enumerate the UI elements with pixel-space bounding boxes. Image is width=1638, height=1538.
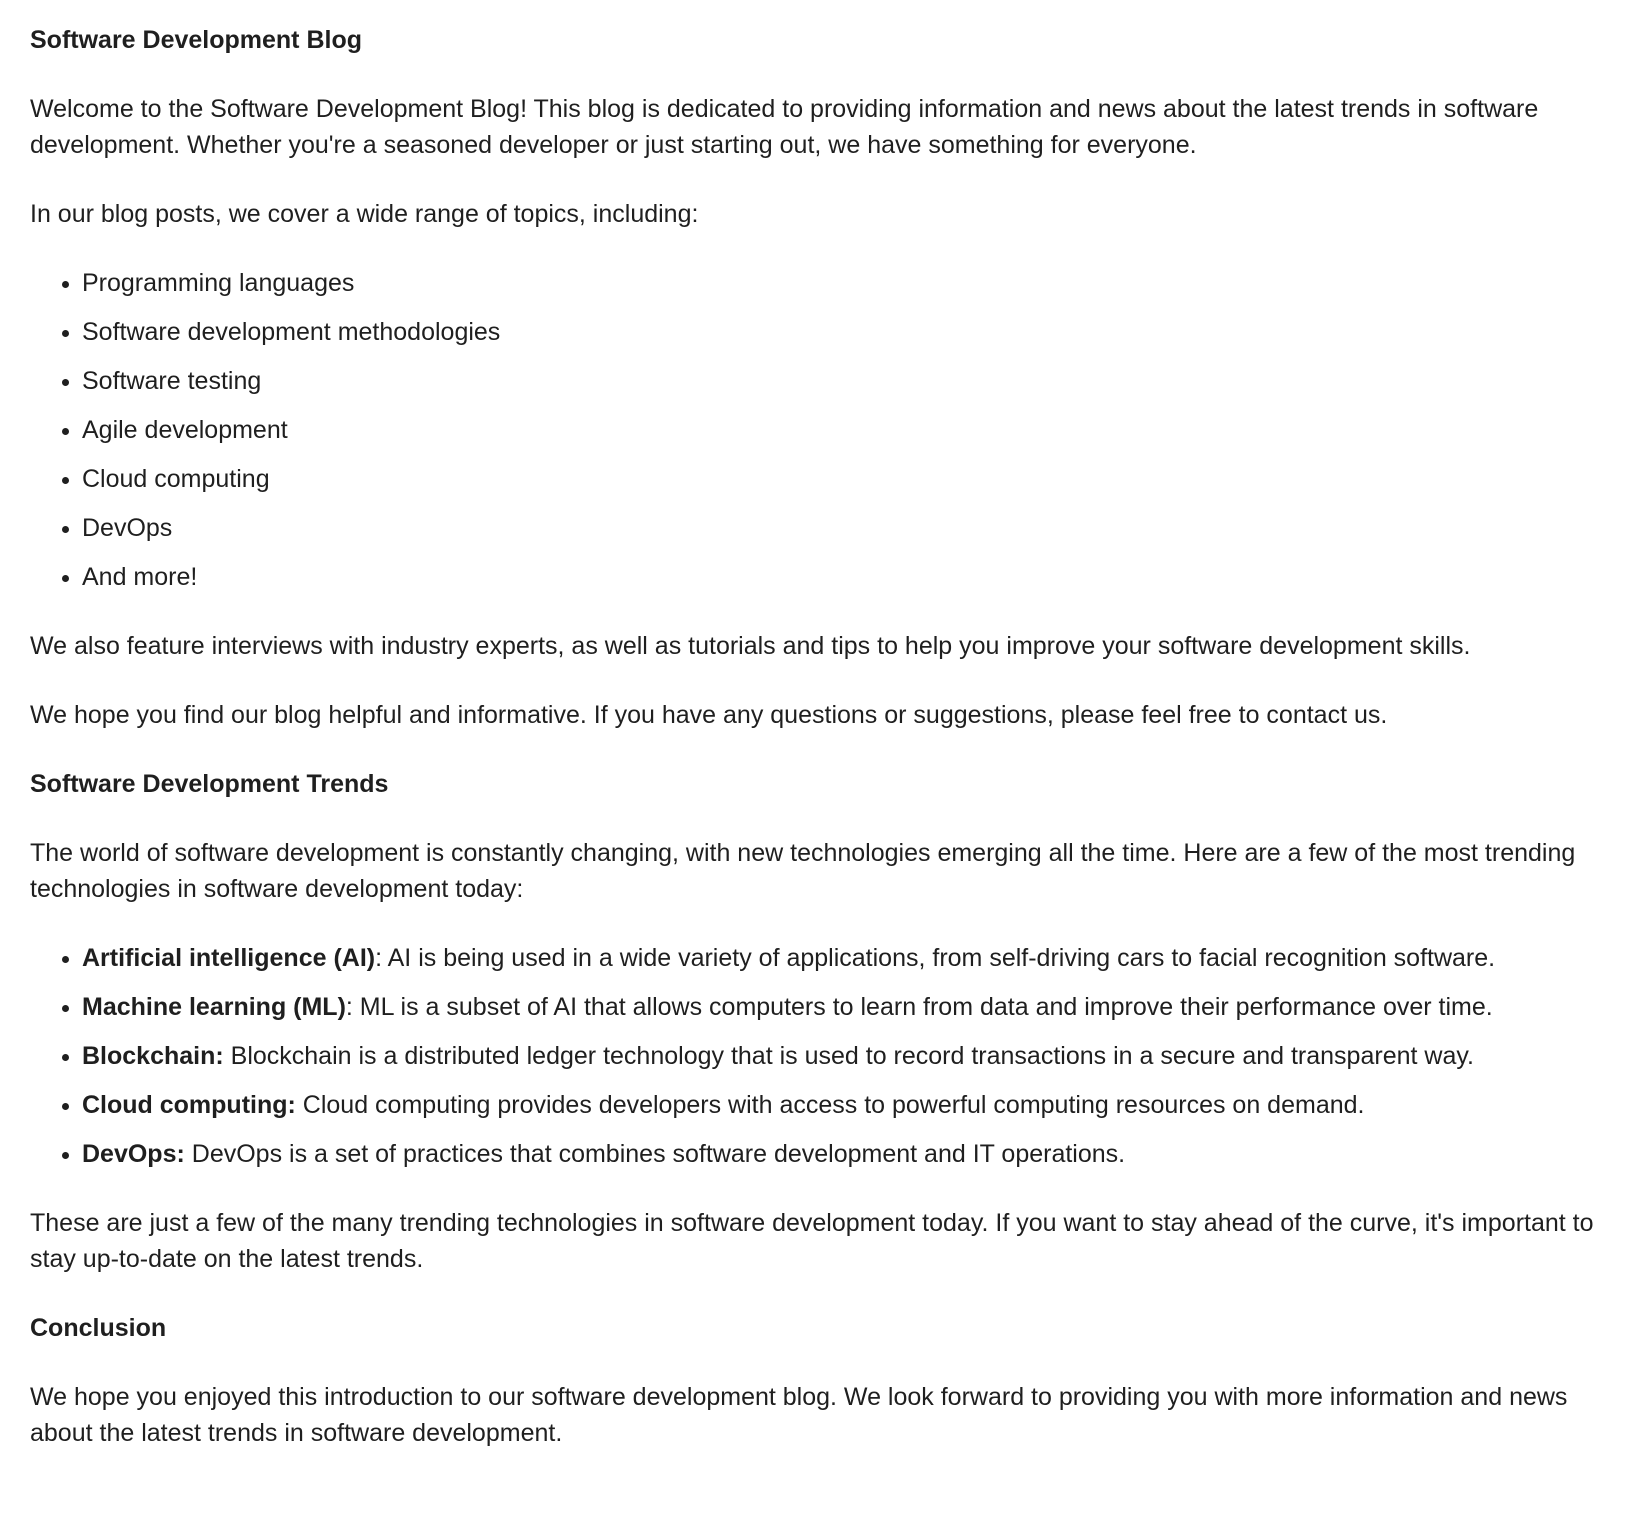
trend-term: Cloud computing:	[82, 1091, 296, 1119]
list-item: • Programming languages	[82, 265, 1620, 301]
trends-outro: These are just a few of the many trending technologies in software development today. If you want to stay ahead of the curve, it's important to stay up-to-date on the latest trends.	[30, 1209, 1594, 1273]
list-item: • Cloud computing	[82, 461, 1620, 497]
topics-list	[30, 265, 1620, 595]
trend-term: Artificial intelligence (AI)	[82, 944, 376, 972]
list-item	[82, 1038, 1620, 1074]
trend-description: ML is a subset of AI that allows computers to learn from data and improve their performance over time.	[352, 993, 1493, 1021]
trend-term: Machine learning (ML)	[82, 993, 346, 1021]
conclusion-text: We hope you enjoyed this introduction to our software development blog. We look forward to providing you with more information and news about the latest trends in software development.	[30, 1383, 1568, 1447]
trend-description: Cloud computing provides developers with access to powerful computing resources on demand.	[295, 1091, 1365, 1119]
list-item: • Software testing	[82, 363, 1620, 399]
blog-intro: Welcome to the Software Development Blog! This blog is dedicated to providing information and news about the latest trends in software development. Whether you're a seasoned developer or just starting out, we have something for everyone.	[30, 95, 1539, 159]
list-item: • And more!	[82, 559, 1620, 595]
list-item	[82, 940, 1620, 976]
conclusion-title: Conclusion	[30, 1314, 167, 1342]
list-item	[82, 989, 1620, 1025]
trend-term: Blockchain:	[82, 1042, 224, 1070]
list-item: • Agile development	[82, 412, 1620, 448]
list-item	[82, 1136, 1620, 1172]
list-item: • DevOps	[82, 510, 1620, 546]
trend-separator: :	[375, 944, 383, 972]
trend-description: DevOps is a set of practices that combines software development and IT operations.	[184, 1140, 1126, 1168]
features-paragraph: We also feature interviews with industry experts, as well as tutorials and tips to help you improve your software development skills.	[30, 632, 1471, 660]
blog-title: Software Development Blog	[30, 26, 362, 54]
list-item: • Software development methodologies	[82, 314, 1620, 350]
trend-separator: :	[345, 993, 353, 1021]
list-item	[82, 1087, 1620, 1123]
trends-intro: The world of software development is constantly changing, with new technologies emerging all the time. Here are a few of the most trending technologies in software development today:	[30, 839, 1576, 903]
trends-title: Software Development Trends	[30, 770, 389, 798]
topics-intro: In our blog posts, we cover a wide range of topics, including:	[30, 200, 699, 228]
trend-description: Blockchain is a distributed ledger technology that is used to record transactions in a secure and transparent way.	[223, 1042, 1474, 1070]
trend-description: AI is being used in a wide variety of applications, from self-driving cars to facial recognition software.	[382, 944, 1496, 972]
trends-list	[30, 940, 1620, 1172]
contact-paragraph: We hope you find our blog helpful and informative. If you have any questions or suggestions, please feel free to contact us.	[30, 701, 1388, 729]
trend-term: DevOps:	[82, 1140, 185, 1168]
